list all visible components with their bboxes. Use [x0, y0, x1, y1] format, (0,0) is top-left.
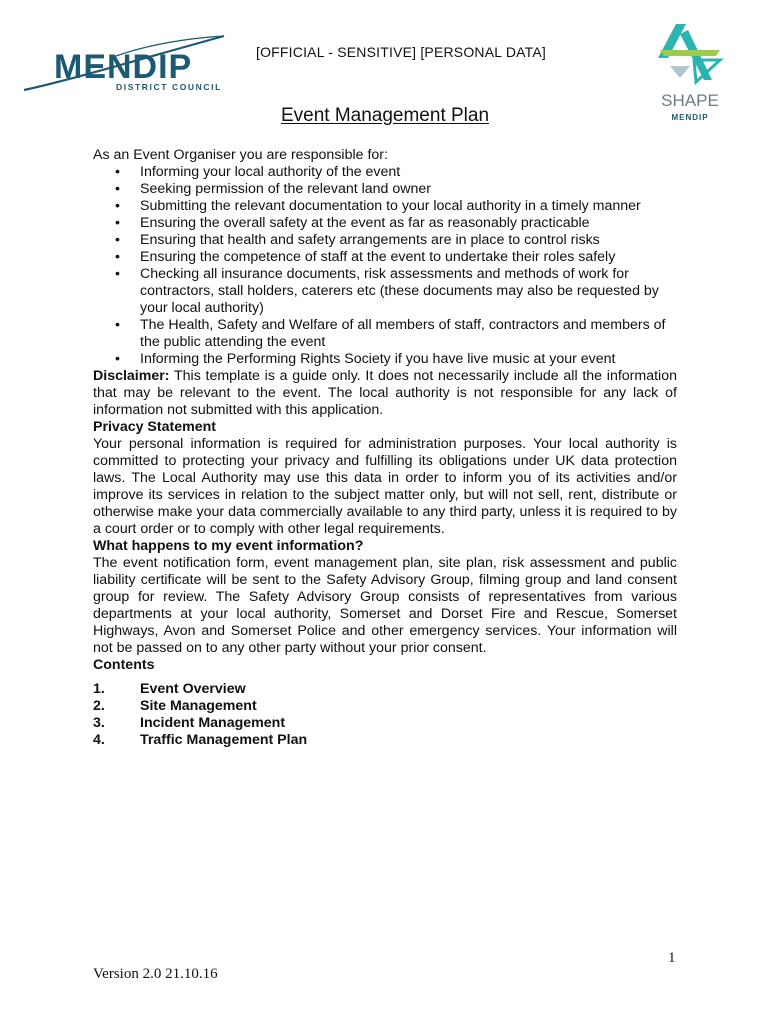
list-item [93, 266, 677, 317]
list-item [93, 317, 677, 351]
contents-item [93, 715, 677, 732]
bullet-icon: • [115, 198, 120, 214]
list-item-text: Checking all insurance documents, risk assessments and methods of work for contractors, stall holders, caterers etc (these documents may also be requested by your local authority) [140, 266, 659, 316]
list-item-text: The Health, Safety and Welfare of all members of staff, contractors and members of the public attending the event [140, 317, 666, 350]
document-body [93, 147, 677, 749]
list-item-text: Informing your local authority of the event [140, 164, 401, 180]
privacy-heading: Privacy Statement [93, 419, 217, 435]
bullet-icon: • [115, 266, 120, 282]
contents-item [93, 681, 677, 698]
responsibilities-list [93, 164, 677, 368]
list-item [93, 215, 677, 232]
contents-list [93, 681, 677, 749]
bullet-icon: • [115, 232, 120, 248]
classification-label: [OFFICIAL - SENSITIVE] [PERSONAL DATA] [256, 44, 546, 60]
intro-text: As an Event Organiser you are responsible for: [93, 147, 388, 163]
list-item [93, 164, 677, 181]
bullet-icon: • [115, 317, 120, 333]
privacy-text: Your personal information is required for administration purposes. Your local authority is committed to protecting your privacy and fulfilling its obligations under UK data protection laws. The Local Authority may use this data in order to inform you of its activities and/or improve its services in relation to the subject matter only, but will not sell, rent, distribute or otherwise make your data commercially available to any third party, unless it is required to by a court order or to comply with other legal requirements. [93, 436, 677, 537]
list-item [93, 232, 677, 249]
disclaimer-label: Disclaimer: [93, 368, 170, 384]
disclaimer-paragraph [93, 368, 677, 419]
logo-subtitle-text: DISTRICT COUNCIL [116, 82, 222, 92]
bullet-icon: • [115, 351, 120, 367]
contents-item [93, 698, 677, 715]
mendip-district-council-logo [20, 32, 230, 100]
bullet-icon: • [115, 249, 120, 265]
contents-item-number: 2. [93, 698, 105, 714]
list-item-text: Ensuring the competence of staff at the event to undertake their roles safely [140, 249, 616, 265]
list-item [93, 351, 677, 368]
version-label: Version 2.0 21.10.16 [93, 966, 218, 982]
contents-heading: Contents [93, 657, 155, 673]
page-title: Event Management Plan [280, 105, 490, 126]
list-item-text: Seeking permission of the relevant land owner [140, 181, 432, 197]
logo-name-text: MENDIP [54, 48, 193, 86]
contents-item-label: Event Overview [140, 681, 246, 697]
list-item-text: Submitting the relevant documentation to your local authority in a timely manner [140, 198, 641, 214]
contents-item-label: Incident Management [140, 715, 286, 731]
list-item [93, 249, 677, 266]
disclaimer-text: This template is a guide only. It does not necessarily include all the information that may be relevant to the event. The local authority is not responsible for any lack of information not submitted with this application. [93, 368, 677, 418]
shape-logo-subtitle: MENDIP [671, 113, 709, 122]
contents-item [93, 732, 677, 749]
list-item [93, 198, 677, 215]
contents-item-number: 1. [93, 681, 105, 697]
bullet-icon: • [115, 181, 120, 197]
list-item [93, 181, 677, 198]
contents-item-label: Traffic Management Plan [140, 732, 308, 748]
contents-item-number: 4. [93, 732, 105, 748]
mendip-logo-graphic [20, 32, 230, 100]
contents-item-label: Site Management [140, 698, 257, 714]
list-item-text: Ensuring the overall safety at the event as far as reasonably practicable [140, 215, 590, 231]
page-number: 1 [668, 950, 676, 966]
event-info-heading: What happens to my event information? [93, 538, 364, 554]
shape-logo-name: SHAPE [661, 91, 719, 110]
bullet-icon: • [115, 164, 120, 180]
list-item-text: Ensuring that health and safety arrangements are in place to control risks [140, 232, 600, 248]
bullet-icon: • [115, 215, 120, 231]
event-info-text: The event notification form, event management plan, site plan, risk assessment and public liability certificate will be sent to the Safety Advisory Group, filming group and land consent group for review. The Safety Advisory Group consists of representatives from various departments at your local authority, Somerset and Dorset Fire and Rescue, Somerset Highways, Avon and Somerset Police and other emergency services. Your information will not be passed on to any other party without your prior consent. [93, 555, 677, 656]
contents-item-number: 3. [93, 715, 105, 731]
list-item-text: Informing the Performing Rights Society if you have live music at your event [140, 351, 616, 367]
